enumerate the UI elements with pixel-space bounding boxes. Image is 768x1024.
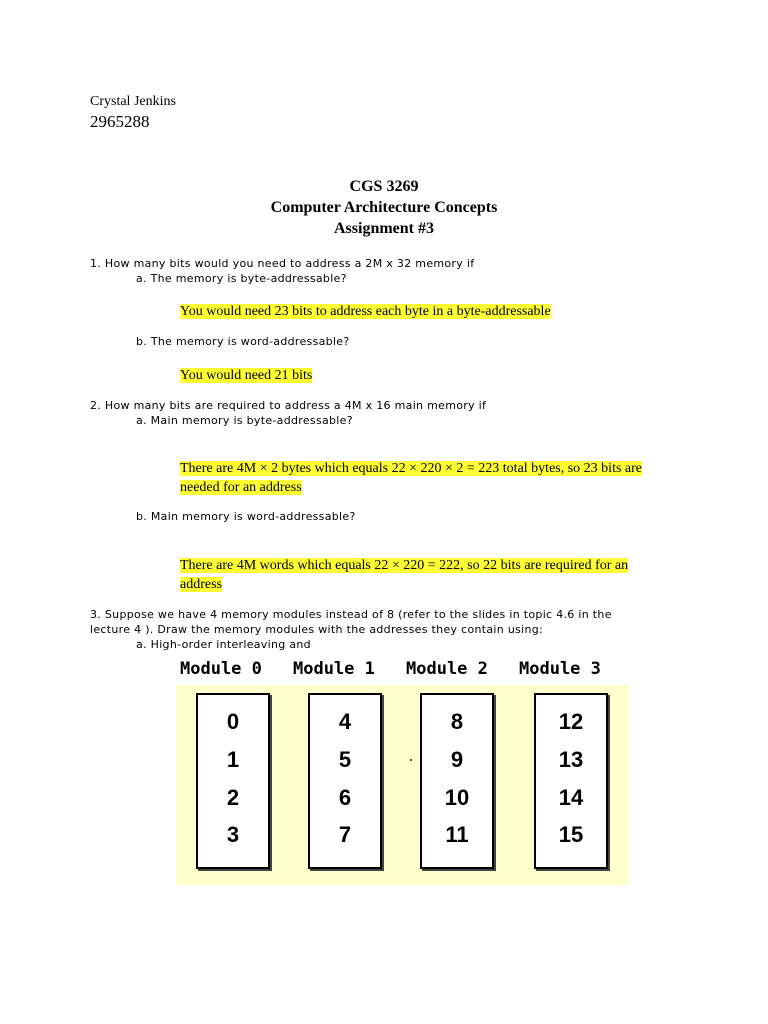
question-3-line2: lecture 4 ). Draw the memory modules with the addresses they contain using: (90, 623, 544, 636)
address-cell: 6 (338, 785, 352, 810)
answer-2a-line2: needed for an address (180, 480, 302, 495)
answer-1a-text: You would need 23 bits to address each byte in a byte-addressable (180, 304, 551, 319)
question-2: 2. How many bits are required to address a 4M x 16 main memory if (90, 399, 487, 412)
address-cell: 4 (338, 709, 352, 734)
answer-2a (180, 459, 642, 497)
address-cell: 2 (226, 785, 240, 810)
address-cell: 1 (226, 747, 240, 772)
module-0-box (196, 693, 270, 869)
address-cell: 10 (444, 785, 470, 810)
answer-2b-line1: There are 4M words which equals 22 × 220 = 222, so 22 bits are required for an (180, 558, 629, 573)
answer-1b-text: You would need 21 bits (180, 368, 313, 383)
course-code: CGS 3269 (349, 178, 419, 195)
answer-2a-line1: There are 4M × 2 bytes which equals 22 × 220 × 2 = 223 total bytes, so 23 bits are (180, 461, 642, 476)
address-cell: 13 (558, 747, 584, 772)
answer-2b (180, 556, 628, 594)
module-3-box (534, 693, 608, 869)
answer-1a (180, 302, 551, 321)
assignment-title: Assignment #3 (333, 220, 434, 237)
question-2b: b. Main memory is word-addressable? (136, 510, 356, 523)
address-cell: 11 (445, 822, 469, 847)
memory-modules-figure (176, 655, 629, 885)
student-name: Crystal Jenkins (90, 94, 176, 109)
module-2-label: Module 2 (406, 659, 488, 679)
address-cell: 9 (450, 747, 464, 772)
address-cell: 8 (450, 709, 464, 734)
student-id: 2965288 (90, 112, 150, 131)
address-cell: 15 (558, 822, 584, 847)
address-cell: 12 (558, 709, 584, 734)
answer-1b (180, 366, 312, 385)
question-2a: a. Main memory is byte-addressable? (136, 414, 353, 427)
question-1: 1. How many bits would you need to address a 2M x 32 memory if (90, 257, 475, 270)
question-1a: a. The memory is byte-addressable? (136, 272, 347, 285)
module-1-label: Module 1 (293, 659, 375, 679)
address-cell: 7 (338, 822, 352, 847)
address-cell: 14 (558, 785, 584, 810)
module-0-label: Module 0 (180, 659, 262, 679)
course-title: Computer Architecture Concepts (270, 199, 498, 216)
stray-dot (410, 759, 412, 761)
module-3-label: Module 3 (519, 659, 601, 679)
module-1-box (308, 693, 382, 869)
address-cell: 3 (226, 822, 240, 847)
module-2-box (420, 693, 494, 869)
answer-2b-line2: address (180, 577, 222, 592)
question-1b: b. The memory is word-addressable? (136, 335, 350, 348)
question-3-line1: 3. Suppose we have 4 memory modules instead of 8 (refer to the slides in topic 4.6 in the (90, 608, 612, 621)
address-cell: 5 (338, 747, 352, 772)
question-3a: a. High-order interleaving and (136, 638, 311, 651)
address-cell: 0 (226, 709, 240, 734)
